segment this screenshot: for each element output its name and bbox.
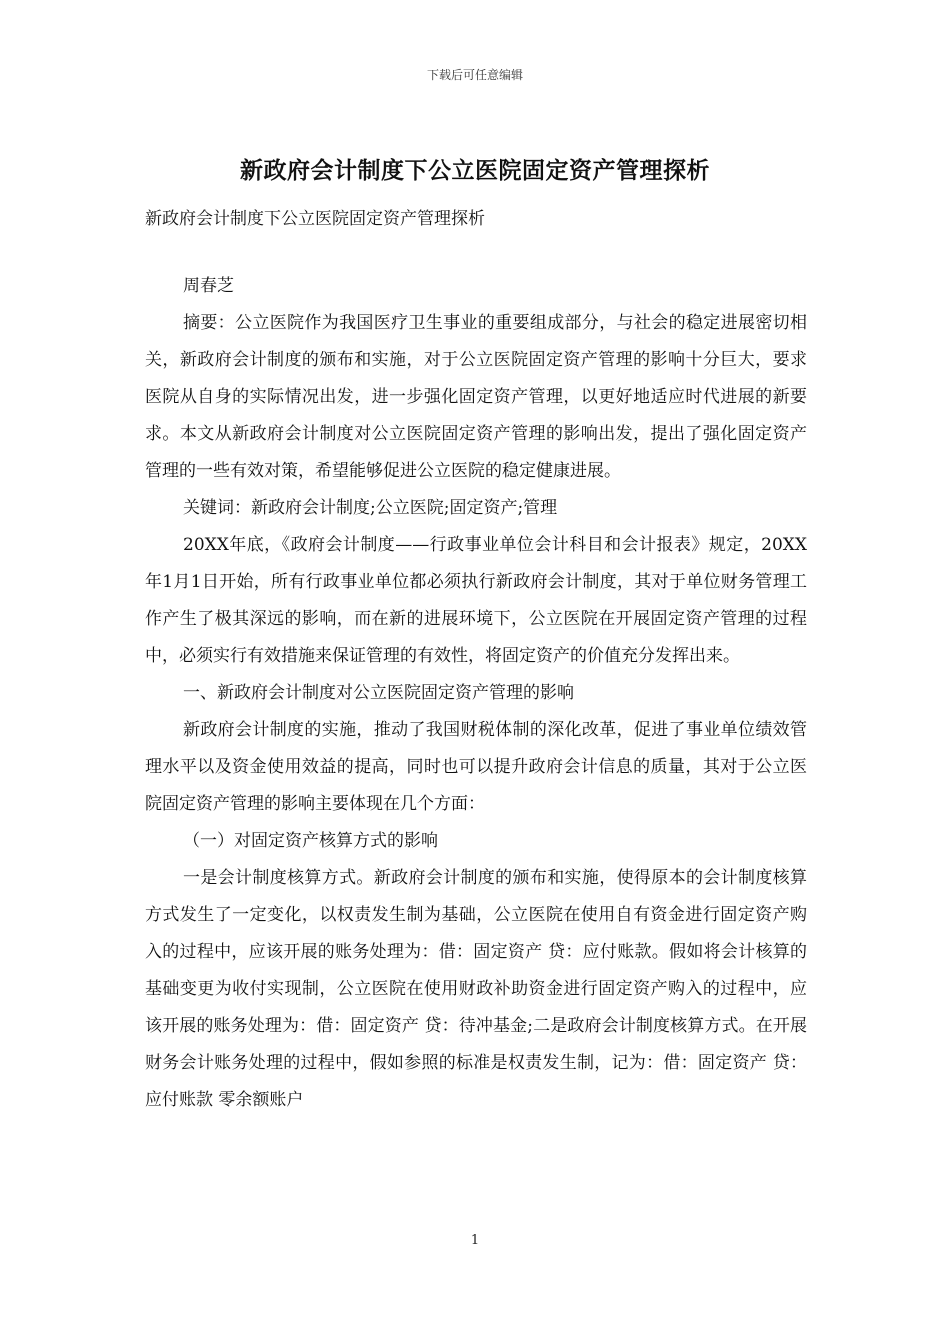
keywords-paragraph: 关键词：新政府会计制度;公立医院;固定资产;管理 (183, 498, 558, 518)
subsection-heading: （一）对固定资产核算方式的影响 (183, 831, 438, 851)
section-heading: 一、新政府会计制度对公立医院固定资产管理的影响 (183, 683, 574, 703)
page-header: 下载后可任意编辑 (426, 68, 523, 82)
author-name: 周春芝 (183, 276, 234, 296)
body-paragraph: 一是会计制度核算方式。新政府会计制度的颁布和实施，使得原本的会计制度核算方式发生了一定变化，以权责发生制为基础，公立医院在使用自有资金进行固定资产购入的过程中，应该开展的账务处理为：借：固定资产 贷：应付账款。假如将会计核算的基础变更为收付实现制，公立医院在使用财政补助资金进行固定资产购入的过程中，应该开展的账务处理为：借：固定资产 贷：待冲基金;二是政府会计制度核算方式。在开展财务会计账务处理的过程中，假如参照的标准是权责发生制，记为：借：固定资产 贷：应付账款 零余额账户 (145, 868, 807, 1110)
page-number: 1 (470, 1233, 480, 1248)
document-title: 新政府会计制度下公立医院固定资产管理探析 (240, 157, 710, 184)
abstract-paragraph: 摘要：公立医院作为我国医疗卫生事业的重要组成部分，与社会的稳定进展密切相关，新政府会计制度的颁布和实施，对于公立医院固定资产管理的影响十分巨大，要求医院从自身的实际情况出发，进一步强化固定资产管理，以更好地适应时代进展的新要求。本文从新政府会计制度对公立医院固定资产管理的影响出发，提出了强化固定资产管理的一些有效对策，希望能够促进公立医院的稳定健康进展。 (145, 313, 807, 481)
document-subtitle: 新政府会计制度下公立医院固定资产管理探析 (145, 209, 485, 229)
intro-paragraph: 20XX年底，《政府会计制度——行政事业单位会计科目和会计报表》规定，20XX年1月1日开始，所有行政事业单位都必须执行新政府会计制度，其对于单位财务管理工作产生了极其深远的影响，而在新的进展环境下，公立医院在开展固定资产管理的过程中，必须实行有效措施来保证管理的有效性，将固定资产的价值充分发挥出来。 (145, 535, 807, 666)
document-body (145, 268, 807, 1119)
body-paragraph: 新政府会计制度的实施，推动了我国财税体制的深化改革，促进了事业单位绩效管理水平以及资金使用效益的提高，同时也可以提升政府会计信息的质量，其对于公立医院固定资产管理的影响主要体现在几个方面： (145, 720, 807, 814)
